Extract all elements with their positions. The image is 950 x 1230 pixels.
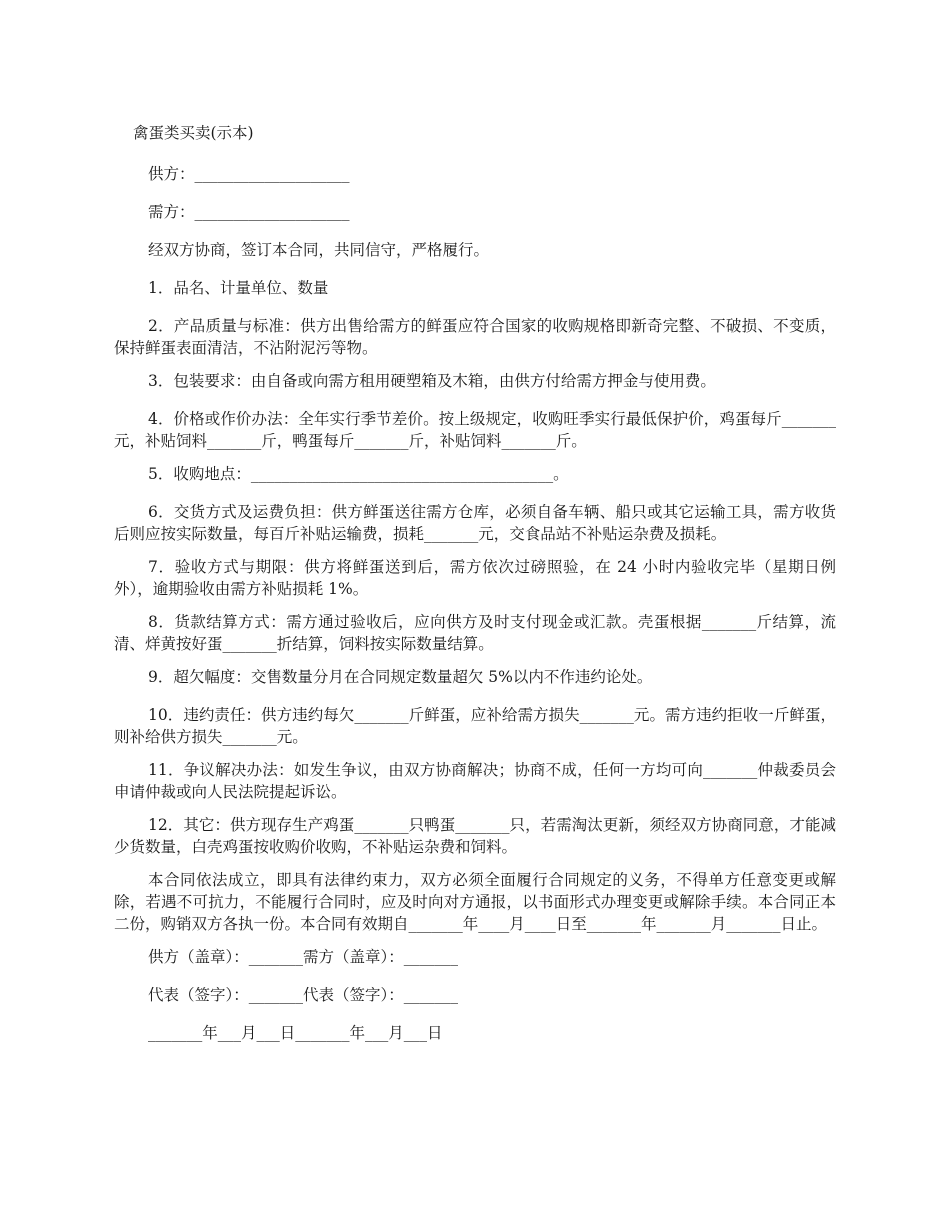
clause-8: 8．货款结算方式：需方通过验收后，应向供方及时支付现金或汇款。壳蛋根据_______斤结算，流清、烊黄按好蛋_______折结算，饲料按实际数量结算。 — [114, 613, 836, 653]
clause-5: 5．收购地点：_______________________________________。 — [148, 465, 569, 483]
clause-2: 2．产品质量与标准：供方出售给需方的鲜蛋应符合国家的收购规格即新奇完整、不破损、不变质，保持鲜蛋表面清洁，不沾附泥污等物。 — [114, 317, 836, 357]
closing-paragraph: 本合同依法成立，即具有法律约束力，双方必须全面履行合同规定的义务，不得单方任意变更或解除，若遇不可抗力，不能履行合同时，应及时向对方通报，以书面形式办理变更或解除手续。本合同正本二份，购销双方各执一份。本合同有效期自_______年____月____日至_______年_______月_______日止。 — [114, 871, 836, 933]
clause-3: 3．包装要求：由自备或向需方租用硬塑箱及木箱，由供方付给需方押金与使用费。 — [148, 372, 716, 390]
supplier-line: 供方：____________________ — [148, 165, 350, 183]
clause-10: 10．违约责任：供方违约每欠_______斤鲜蛋，应补给需方损失_______元。需方违约拒收一斤鲜蛋，则补给供方损失_______元。 — [114, 706, 836, 746]
clause-7: 7．验收方式与期限：供方将鲜蛋送到后，需方依次过磅照验，在 24 小时内验收完毕（星期日例外），逾期验收由需方补贴损耗 1%。 — [114, 558, 836, 598]
clause-12: 12．其它：供方现存生产鸡蛋_______只鸭蛋_______只，若需淘汰更新，须经双方协商同意，才能减少货数量，白壳鸡蛋按收购价收购，不补贴运杂费和饲料。 — [114, 816, 836, 856]
clause-4: 4．价格或作价办法：全年实行季节差价。按上级规定，收购旺季实行最低保护价，鸡蛋每斤_______元，补贴饲料_______斤，鸭蛋每斤_______斤，补贴饲料_______斤。 — [114, 410, 836, 450]
document-title: 禽蛋类买卖(示本) — [133, 124, 254, 142]
representative-line: 代表（签字）：_______代表（签字）：_______ — [148, 986, 459, 1004]
clause-9: 9．超欠幅度：交售数量分月在合同规定数量超欠 5%以内不作违约论处。 — [148, 668, 653, 686]
clause-6: 6．交货方式及运费负担：供方鲜蛋送往需方仓库，必须自备车辆、船只或其它运输工具，需方收货后则应按实际数量，每百斤补贴运输费，损耗_______元，交食品站不补贴运杂费及损耗。 — [114, 503, 836, 543]
clause-1: 1．品名、计量单位、数量 — [148, 279, 329, 297]
clause-11: 11．争议解决办法：如发生争议，由双方协商解决；协商不成，任何一方均可向_______仲裁委员会申请仲裁或向人民法院提起诉讼。 — [114, 761, 836, 801]
date-line: _______年___月___日_______年___月___日 — [148, 1024, 443, 1042]
buyer-line: 需方：____________________ — [148, 203, 350, 221]
seal-line: 供方（盖章）：_______需方（盖章）：_______ — [148, 948, 459, 966]
contract-document — [114, 120, 836, 1060]
preamble: 经双方协商，签订本合同，共同信守，严格履行。 — [148, 241, 490, 259]
